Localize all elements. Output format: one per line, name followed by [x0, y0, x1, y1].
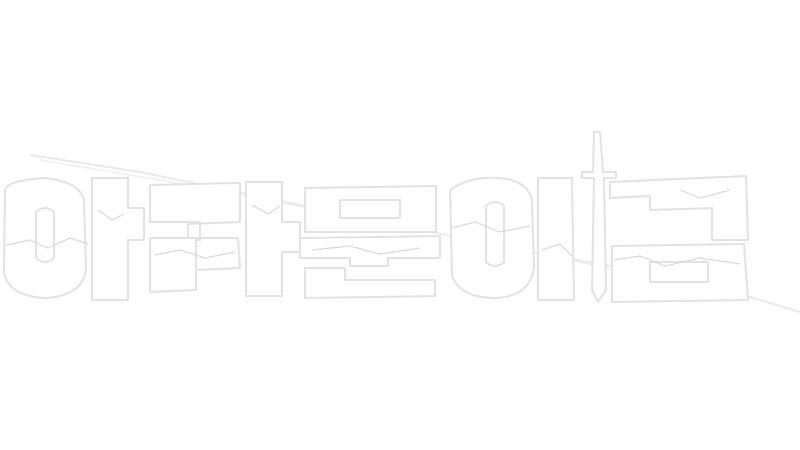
glyph-ra	[150, 182, 300, 296]
sword-icon	[582, 132, 616, 302]
glyph-ui	[450, 178, 574, 300]
glyph-geom	[610, 176, 748, 302]
glyph-mun	[300, 186, 440, 298]
